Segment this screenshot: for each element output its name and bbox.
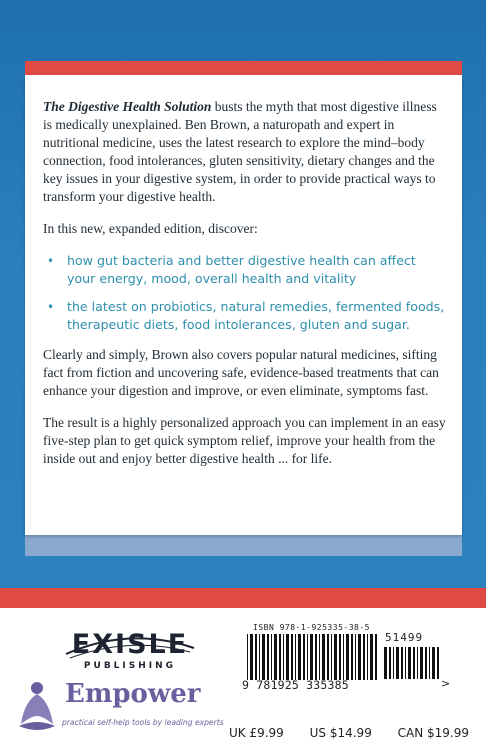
bullet-text: the latest on probiotics, natural remedies, fermented foods, therapeutic diets, food intolerances, gluten and sugar. <box>67 299 445 332</box>
price-us: US $14.99 <box>309 726 372 740</box>
barcode-arrow: > <box>441 677 451 690</box>
lead-sentence: In this new, expanded edition, discover: <box>43 221 258 236</box>
publisher-sub: PUBLISHING <box>83 661 177 671</box>
isbn-label: ISBN 978-1-925335-38-5 <box>253 623 370 632</box>
addon-code: 51499 <box>385 631 424 644</box>
addon-barcode-icon <box>384 647 440 679</box>
exisle-logo <box>62 622 198 672</box>
empower-logo <box>15 678 224 748</box>
blurb-panel <box>25 75 462 535</box>
intro-text: busts the myth that most digestive illness is medically unexplained. Ben Brown, a naturopath and expert in nutritional medicine, uses the latest research to explore the mind–body connection, food intolerances, gluten sensitivity, dietary changes and the key issues in your digestive system, in order to provide practical ways to transform your digestive health. <box>43 99 437 204</box>
card-bottom-band <box>25 535 462 556</box>
bullet-text: how gut bacteria and better digestive health can affect your energy, mood, overall health and vitality <box>67 253 416 286</box>
barcode-digits: 9 781925 335385 <box>242 678 349 692</box>
bullet-item <box>43 298 448 334</box>
blurb-text <box>43 98 448 482</box>
price-uk: UK £9.99 <box>229 726 284 740</box>
price-can: CAN $19.99 <box>397 726 469 740</box>
blurb-card <box>25 61 462 556</box>
bottom-red-stripe <box>0 588 486 608</box>
price-list <box>229 726 469 740</box>
bullet-item <box>43 252 448 288</box>
cover-footer <box>0 608 486 750</box>
card-top-band <box>25 61 462 75</box>
imprint-tagline: practical self-help tools by leading experts <box>62 718 224 727</box>
meditating-figure-icon <box>15 678 61 736</box>
book-title: The Digestive Health Solution <box>43 99 212 114</box>
isbn-barcode-icon <box>247 634 381 680</box>
paragraph-result: The result is a highly personalized approach you can implement in an easy five-step plan to get quick symptom relief, improve your health from the inside out and enjoy better digestive health ... for life. <box>43 415 446 466</box>
intro-paragraph <box>43 98 448 206</box>
bullet-list <box>43 252 448 334</box>
publisher-name: EXISLE <box>71 629 189 660</box>
bullet-icon: • <box>47 254 55 268</box>
bullet-icon: • <box>47 300 55 314</box>
imprint-name: Empower <box>65 679 201 709</box>
paragraph-natural-medicines: Clearly and simply, Brown also covers popular natural medicines, sifting fact from fiction and uncovering safe, evidence-based treatments that can enhance your digestion and improve, or even eliminate, symptoms fast. <box>43 347 439 398</box>
